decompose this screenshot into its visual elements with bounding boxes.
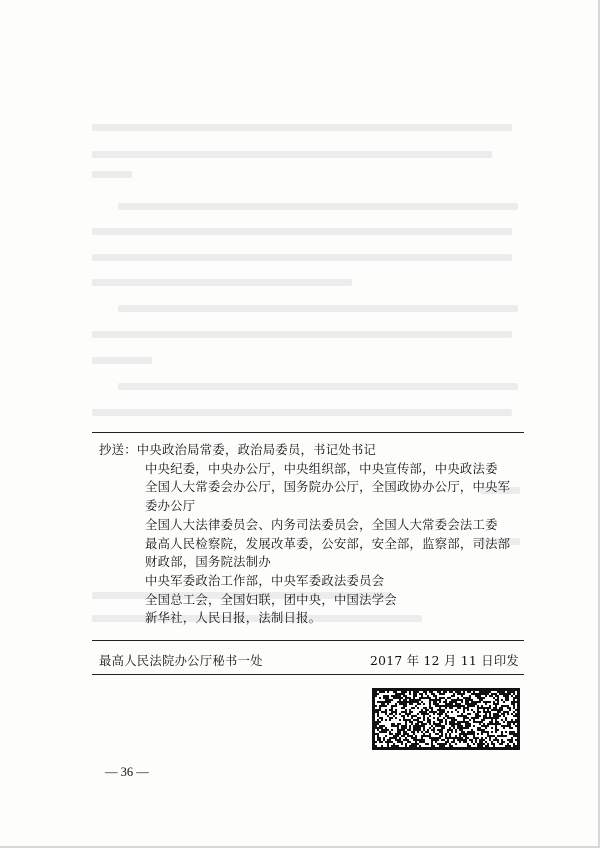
cc-line: 全国总工会，全国妇联，团中央，中国法学会 xyxy=(145,592,397,607)
issuing-office: 最高人民法院办公厅秘书一处 xyxy=(99,654,263,668)
cc-label: 抄送： xyxy=(99,443,137,457)
cc-line: 最高人民检察院，发展改革委，公安部，安全部，监察部，司法部 xyxy=(145,536,511,551)
cc-top-rule xyxy=(92,432,524,433)
cc-line: 全国人大法律委员会、内务司法委员会，全国人大常委会法工委 xyxy=(145,517,498,532)
cc-line: 全国人大常委会办公厅，国务院办公厅，全国政协办公厅，中央军 xyxy=(145,480,511,495)
cc-line: 中央军委政治工作部，中央军委政法委员会 xyxy=(145,573,385,588)
cc-line: 委办公厅 xyxy=(145,499,196,514)
cc-line: 新华社，人民日报，法制日报。 xyxy=(145,611,322,626)
cc-line: 财政部，国务院法制办 xyxy=(145,555,271,570)
cc-line xyxy=(99,441,529,460)
barcode-icon xyxy=(372,688,520,750)
footer-top-rule xyxy=(92,640,524,641)
cc-line-text: 中央政治局常委，政治局委员，书记处书记 xyxy=(136,443,377,457)
page-number: — 36 — xyxy=(105,765,149,779)
cc-line: 中央纪委，中央办公厅，中央组织部，中央宣传部，中央政法委 xyxy=(145,461,498,476)
footer-bottom-rule xyxy=(92,674,524,675)
issue-date: 2017 年 12 月 11 日印发 xyxy=(370,654,520,668)
cc-distribution-list xyxy=(99,441,529,628)
